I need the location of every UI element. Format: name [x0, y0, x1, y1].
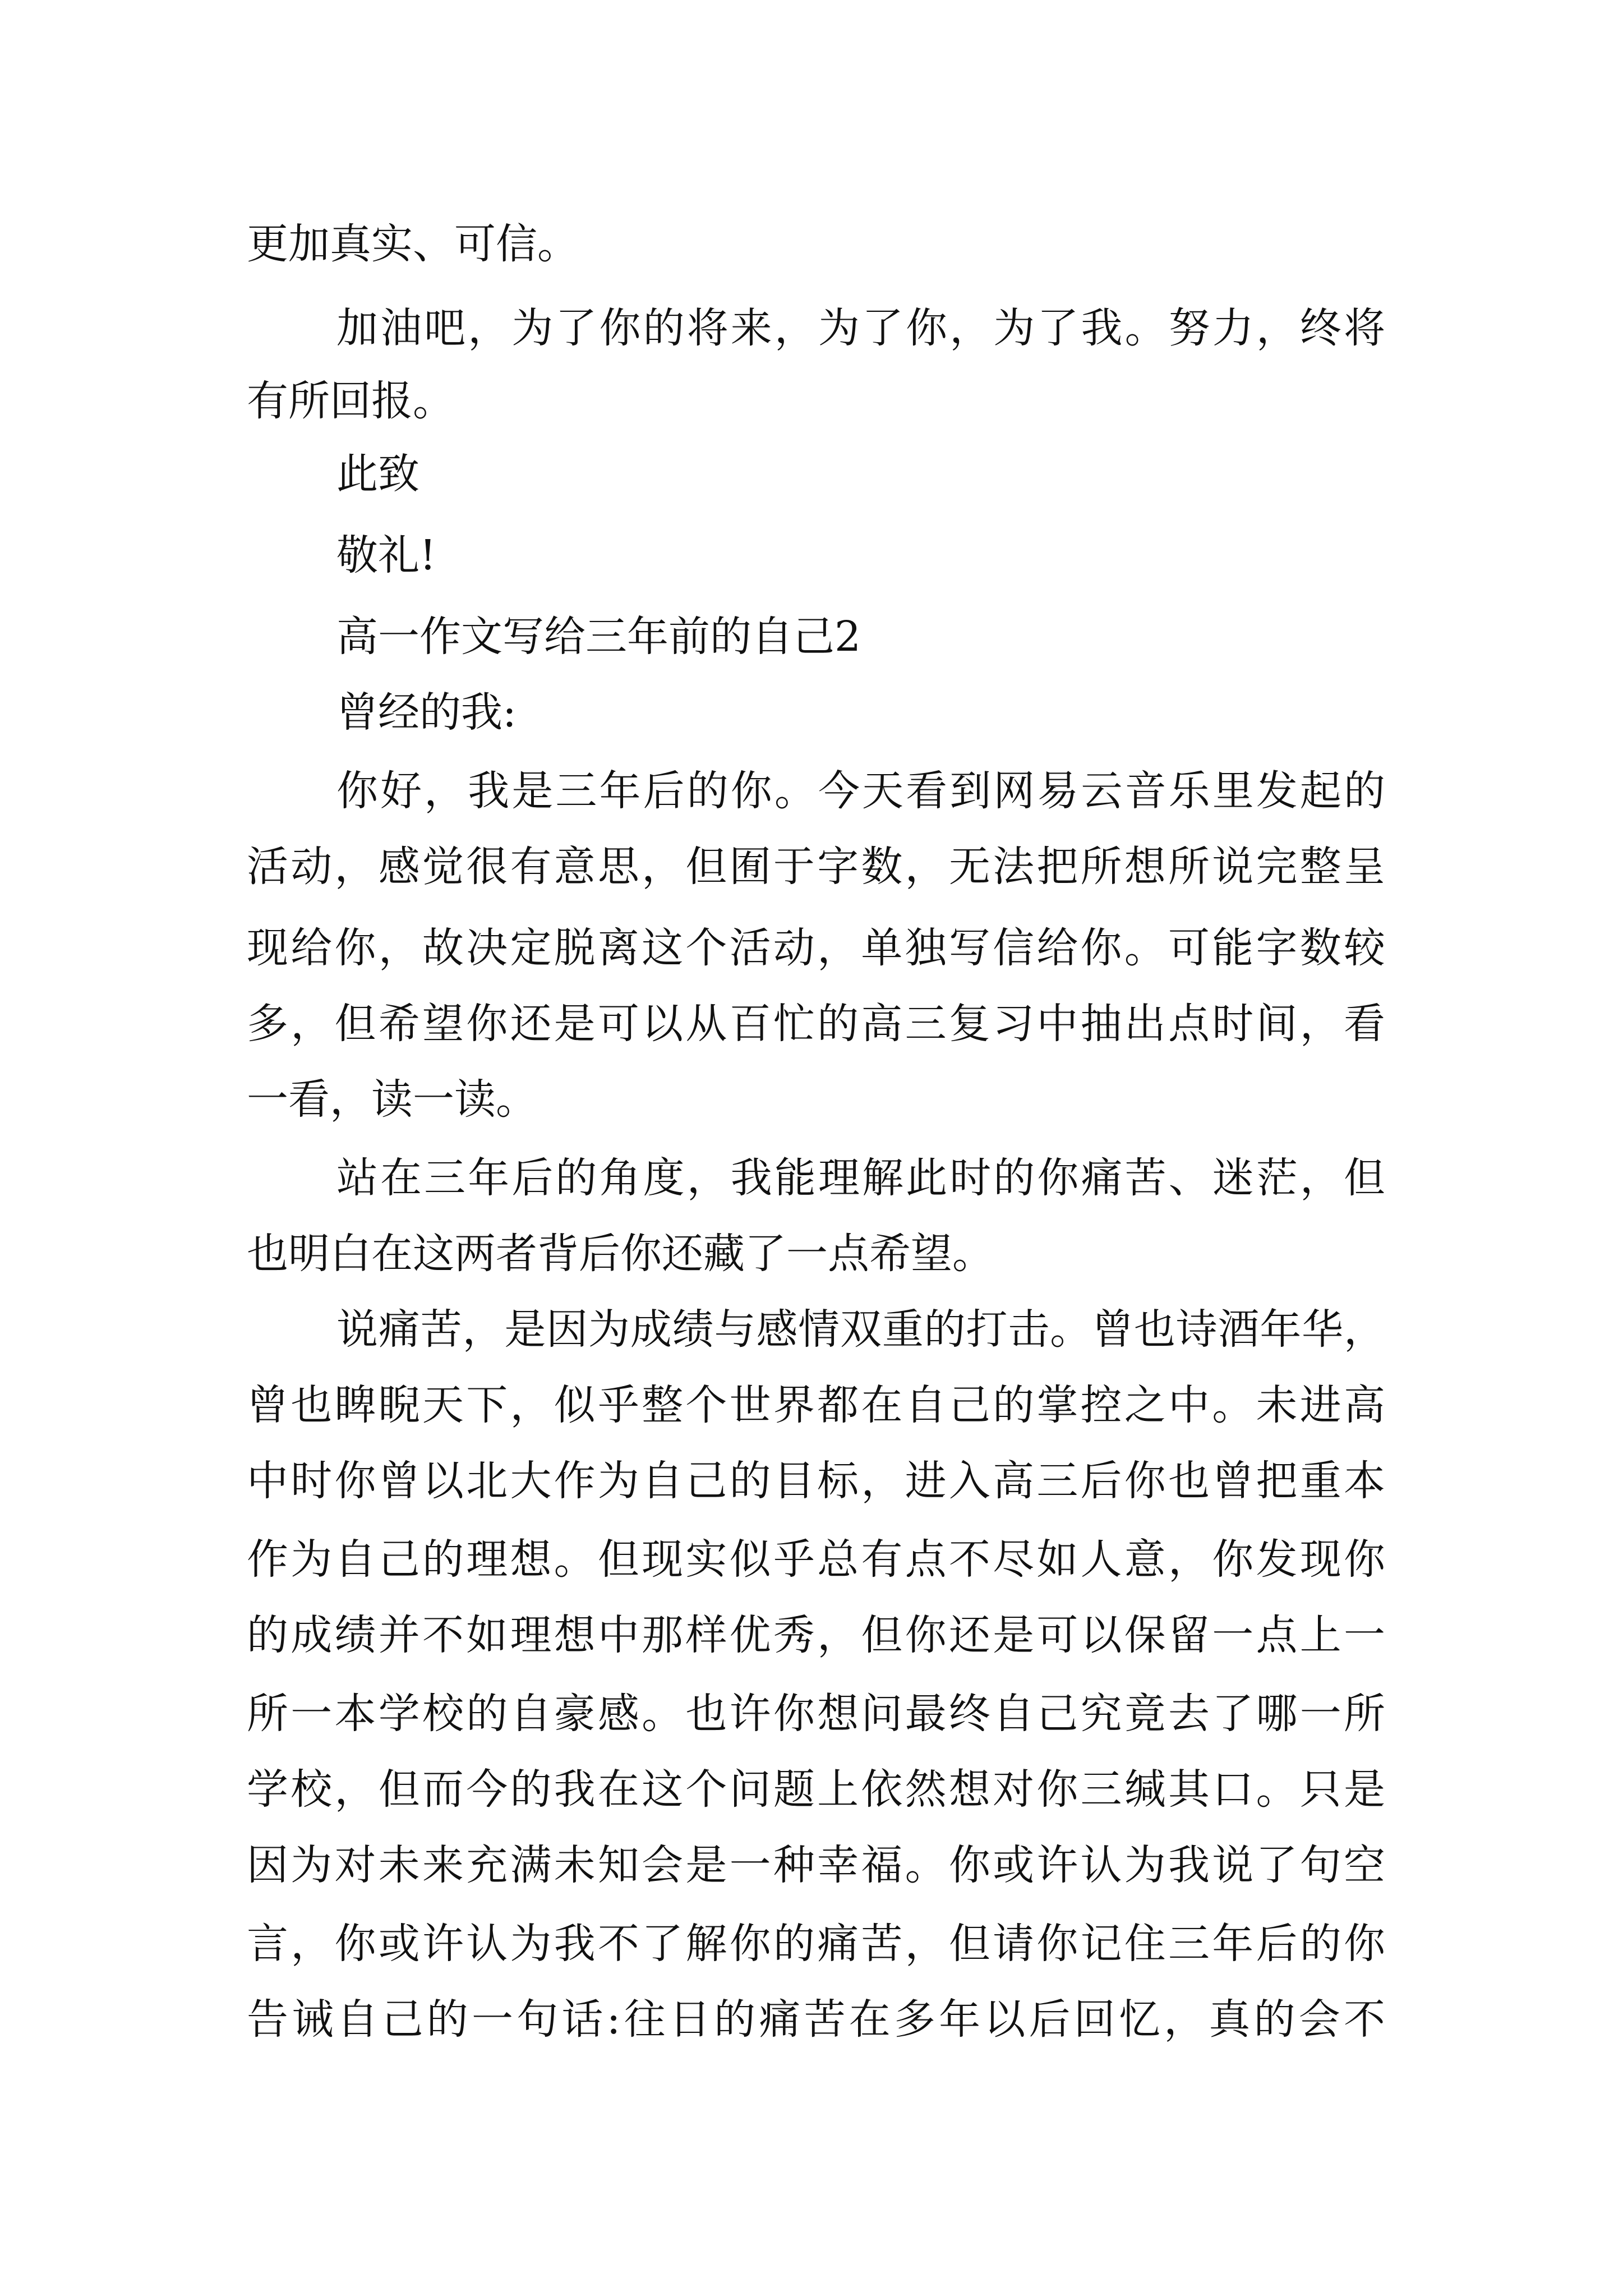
text-line: 敬礼!	[336, 531, 436, 579]
text-line: 活动，感觉很有意思，但囿于字数，无法把所想所说完整呈	[247, 843, 1385, 891]
text-line: 此致	[336, 450, 419, 498]
salutation: 曾经的我:	[336, 688, 517, 737]
text-line: 一看，读一读。	[247, 1075, 537, 1124]
text-line: 曾也睥睨天下，似乎整个世界都在自己的掌控之中。未进高	[247, 1381, 1385, 1429]
text-line: 的成绩并不如理想中那样优秀，但你还是可以保留一点上一	[247, 1611, 1385, 1659]
text-line: 学校，但而今的我在这个问题上依然想对你三缄其口。只是	[247, 1765, 1385, 1814]
text-line: 更加真实、可信。	[247, 220, 579, 268]
text-line: 站在三年后的角度，我能理解此时的你痛苦、迷茫，但	[336, 1154, 1385, 1202]
text-line: 作为自己的理想。但现实似乎总有点不尽如人意，你发现你	[247, 1535, 1385, 1584]
text-line: 多，但希望你还是可以从百忙的高三复习中抽出点时间，看	[247, 1000, 1385, 1048]
text-line: 因为对未来充满未知会是一种幸福。你或许认为我说了句空	[247, 1841, 1385, 1889]
text-line: 有所回报。	[247, 377, 454, 425]
text-line: 你好，我是三年后的你。今天看到网易云音乐里发起的	[336, 767, 1385, 815]
section-heading: 高一作文写给三年前的自己2	[336, 613, 861, 661]
text-line: 所一本学校的自豪感。也许你想问最终自己究竟去了哪一所	[247, 1690, 1385, 1738]
text-line: 现给你，故决定脱离这个活动，单独写信给你。可能字数较	[247, 924, 1385, 972]
text-line: 告诫自己的一句话:往日的痛苦在多年以后回忆，真的会不	[247, 1995, 1385, 2044]
text-line: 言，你或许认为我不了解你的痛苦，但请你记住三年后的你	[247, 1920, 1385, 1968]
text-line: 中时你曾以北大作为自己的目标，进入高三后你也曾把重本	[247, 1457, 1385, 1505]
text-line: 加油吧，为了你的将来，为了你，为了我。努力，终将	[336, 304, 1385, 352]
text-line: 说痛苦，是因为成绩与感情双重的打击。曾也诗酒年华，	[336, 1305, 1385, 1354]
text-line: 也明白在这两者背后你还藏了一点希望。	[247, 1230, 994, 1278]
